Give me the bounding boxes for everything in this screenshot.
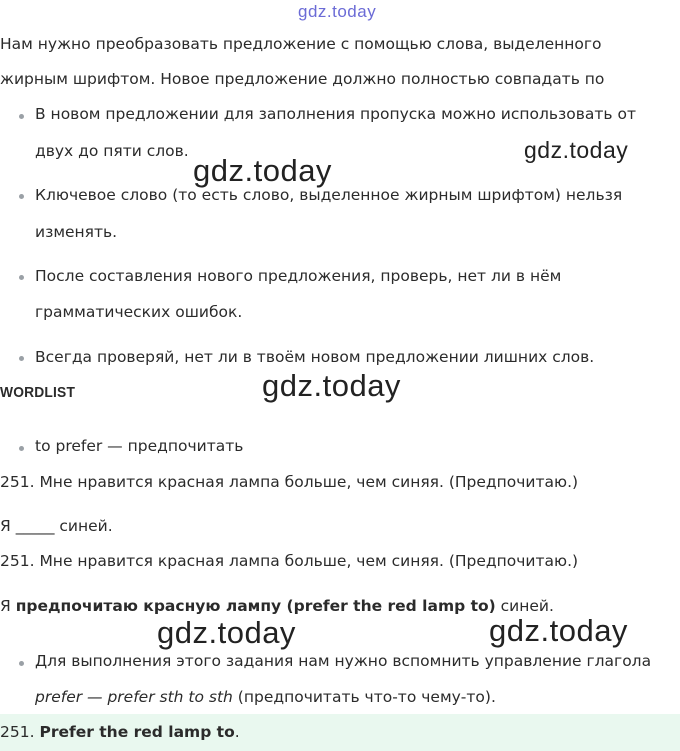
watermark: gdz.today	[262, 368, 401, 403]
intro-line: жирным шрифтом. Новое предложение должно полностью совпадать по	[0, 70, 605, 88]
answer-number: 251.	[0, 723, 35, 741]
note-text: Для выполнения этого задания нам нужно вспомнить управление глагола	[35, 652, 652, 670]
solution-suffix: синей.	[495, 597, 554, 615]
rule-text: изменять.	[35, 223, 118, 241]
rule-text: Ключевое слово (то есть слово, выделенное жирным шрифтом) нельзя	[35, 186, 623, 204]
bullet-icon	[19, 446, 24, 451]
answer-text: Prefer the red lamp to	[39, 723, 235, 741]
task-gap-sentence: Я _____ синей.	[0, 517, 113, 535]
answer-end: .	[234, 723, 240, 741]
rule-text: Всегда проверяй, нет ли в твоём новом предложении лишних слов.	[35, 348, 595, 366]
solution-prefix: Я	[0, 597, 16, 615]
watermark: gdz.today	[157, 615, 296, 650]
note-rest: (предпочитать что-то чему-то).	[232, 688, 496, 706]
solution-bold: предпочитаю красную лампу (prefer the red lamp to)	[15, 597, 496, 615]
solution-sentence	[0, 597, 554, 615]
bullet-icon	[19, 356, 24, 361]
watermark-top: gdz.today	[298, 2, 377, 21]
bullet-icon	[19, 114, 24, 119]
bullet-icon	[19, 194, 24, 199]
intro-line: Нам нужно преобразовать предложение с помощью слова, выделенного	[0, 35, 602, 53]
wordlist-heading: WORDLIST	[0, 384, 76, 401]
watermark: gdz.today	[193, 153, 332, 188]
watermark: gdz.today	[489, 613, 628, 648]
watermark: gdz.today	[524, 137, 629, 163]
note-italic: prefer — prefer sth to sth	[35, 688, 233, 706]
rule-text: грамматических ошибок.	[35, 303, 243, 321]
bullet-icon	[19, 661, 24, 666]
task-sentence: 251. Мне нравится красная лампа больше, чем синяя. (Предпочитаю.)	[0, 473, 579, 491]
answer-line	[0, 723, 240, 741]
bullet-icon	[19, 275, 24, 280]
task-sentence-repeat: 251. Мне нравится красная лампа больше, чем синяя. (Предпочитаю.)	[0, 552, 579, 570]
rule-text: двух до пяти слов.	[35, 142, 189, 160]
wordlist-item: to prefer — предпочитать	[35, 437, 244, 455]
note-text	[35, 688, 496, 706]
rule-text: В новом предложении для заполнения пропуска можно использовать от	[35, 105, 636, 123]
rule-text: После составления нового предложения, проверь, нет ли в нём	[35, 267, 562, 285]
